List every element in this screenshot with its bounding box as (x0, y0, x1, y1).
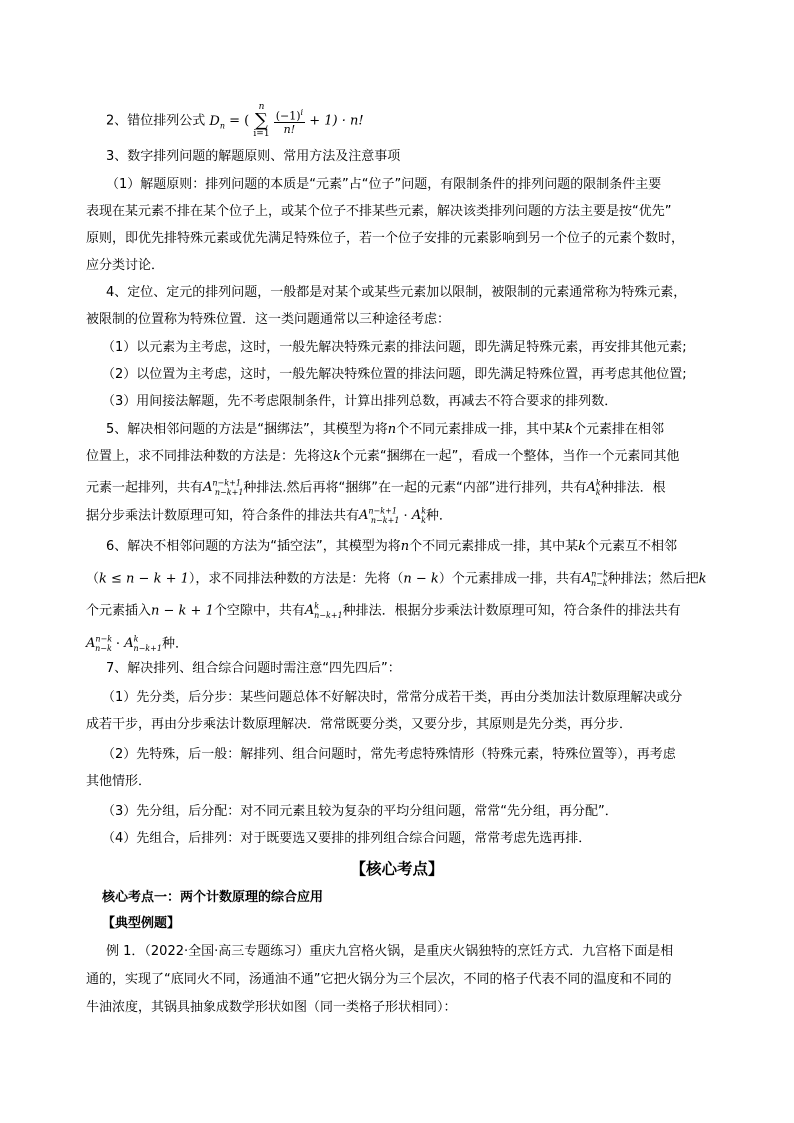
sum-symbol: n ∑ i=1 (253, 102, 270, 139)
perm-symbol: $A^{n-k+1}_{n-k+1}$ (359, 507, 400, 525)
item2-prefix: 2、错位排列公式 (106, 113, 206, 129)
principle-line-3: 原则，即优先排特殊元素或优先满足特殊位子，若一个位子安排的元素影响到另一个位子的元素个数时， (86, 231, 685, 246)
item7-p3: （3）先分组，后分配：对不同元素且较为复杂的平均分组问题，常常“先分组，再分配”． (102, 804, 618, 819)
principle-line-4: 应分类讨论． (86, 258, 165, 273)
item5-line-1: 5、解决相邻问题的方法是“捆绑法”，其模型为将n个不同元素排成一排，其中某k个元素排在相邻 (106, 422, 665, 437)
item6-line-2: （k ≤ n − k + 1），求不同排法种数的方法是：先将（n − k）个元素排成一排，共有$A^{n-k}_{n-k}$种排法；然后把k (86, 570, 707, 588)
perm-symbol: $A^k_{n-k+1}$ (124, 635, 162, 653)
item4-sub-1: （1）以元素为主考虑，这时，一般先解决特殊元素的排法问题，即先满足特殊元素，再安排其他元素; (102, 340, 687, 355)
perm-symbol: $A^{n-k}_{n-k}$ (86, 635, 113, 653)
item4-sub-2: （2）以位置为主考虑，这时，一般先解决特殊位置的排法问题，即先满足特殊位置，再考虑其他位置; (102, 367, 687, 382)
item4-line-1: 4、定位、定元的排列问题，一般都是对某个或某些元素加以限制，被限制的元素通常称为特殊元素， (106, 285, 687, 300)
item5-line-2: 位置上，求不同排法种数的方法是：先将这k个元素“捆绑在一起”，看成一个整体，当作一个元素同其他 (86, 449, 680, 464)
item7-p4: （4）先组合，后排列：对于既要选又要排的排列组合综合问题，常常考虑先选再排． (102, 831, 592, 846)
item7-p1-line-2: 成若干步，再由分步乘法计数原理解决．常常既要分类，又要分步，其原则是先分类，再分步． (86, 717, 633, 732)
example-label: 【典型例题】 (102, 916, 181, 931)
item6-line-1: 6、解决不相邻问题的方法为“插空法”，其模型为将n个不同元素排成一排，其中某k个元素互不相邻 (106, 539, 678, 554)
section-title: 【核心考点】 (350, 860, 444, 878)
perm-symbol: $A^k_{n-k+1}$ (304, 602, 343, 620)
perm-symbol: $A^{n-k}_{n-k}$ (581, 570, 608, 588)
perm-symbol: $A^k_k$ (586, 479, 601, 497)
item5-line-3: 元素一起排列，共有$A^{n-k+1}_{n-k+1}$种排法.然后再将“捆绑”在一起的元素“内部”进行排列，共有$A^k_k$种排法．根 (86, 479, 666, 497)
perm-symbol: $A^k_k$ (411, 507, 427, 525)
formula-tail: + 1) · n! (309, 113, 364, 129)
example-line-1: 例 1．（2022·全国·高三专题练习）重庆九宫格火锅，是重庆火锅独特的烹饪方式．九宫格下面是相 (106, 944, 674, 959)
item7-p2-line-1: （2）先特殊，后一般：解排列、组合问题时，常先考虑特殊情形（特殊元素，特殊位置等），再考虑 (102, 747, 676, 762)
core-point-1: 核心考点一：两个计数原理的综合应用 (102, 890, 324, 905)
perm-symbol: $A^{n-k+1}_{n-k+1}$ (203, 479, 244, 497)
example-line-3: 牛油浓度，其锅具抽象成数学形状如图（同一类格子形状相同）： (86, 1000, 457, 1015)
formula-fraction: $\frac{(-1)^i}{n!}$ (275, 107, 304, 137)
item7-p2-line-2: 其他情形． (86, 774, 152, 789)
item4-sub-3: （3）用间接法解题，先不考虑限制条件，计算出排列总数，再减去不符合要求的排列数． (102, 394, 618, 409)
item7-title: 7、解决排列、组合综合问题时需注意“四先四后”： (106, 661, 401, 676)
principle-line-2: 表现在某元素不排在某个位子上，或某个位子不排某些元素，解决该类排列问题的方法主要是按“优先” (86, 204, 672, 219)
formula-eq: = ( (229, 113, 250, 129)
derangement-formula-line (106, 103, 364, 144)
formula-lhs: $D_n$ (209, 113, 226, 131)
item7-p1-line-1: （1）先分类，后分步：某些问题总体不好解决时，常常分成若干类，再由分类加法计数原理解决或分 (102, 690, 683, 705)
item4-line-2: 被限制的位置称为特殊位置．这一类问题通常以三种途径考虑： (86, 312, 451, 327)
item3-title: 3、数字排列问题的解题原则、常用方法及注意事项 (106, 149, 401, 164)
item6-line-4: $A^{n-k}_{n-k} \cdot A^k_{n-k+1}$种． (86, 635, 188, 653)
item6-line-3: 个元素插入n − k + 1个空隙中，共有$A^k_{n-k+1}$种排法．根据分步乘法计数原理可知，符合条件的排法共有 (86, 602, 681, 620)
principle-line-1: （1）解题原则：排列问题的本质是“元素”占“位子”问题，有限制条件的排列问题的限制条件主要 (106, 177, 662, 192)
item5-line-4: 据分步乘法计数原理可知，符合条件的排法共有$A^{n-k+1}_{n-k+1} \cdot A^k_k$种． (86, 507, 452, 525)
example-line-2: 通的，实现了“底同火不同，汤通油不通”它把火锅分为三个层次，不同的格子代表不同的温度和不同的 (86, 972, 672, 987)
